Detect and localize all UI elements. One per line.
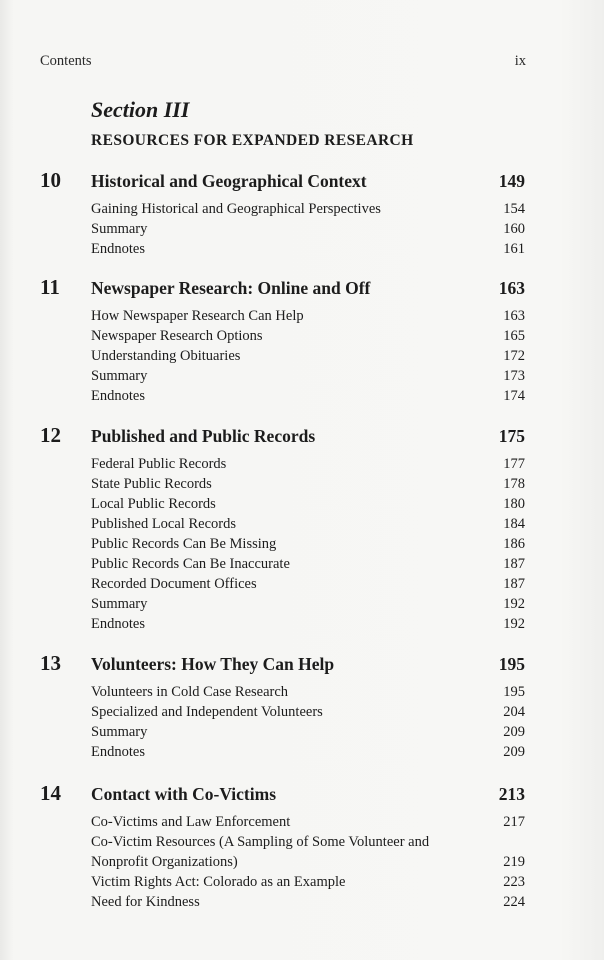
chapter-title: Newspaper Research: Online and Off	[91, 278, 371, 298]
entry-title: State Public Records	[91, 476, 212, 492]
entry-page: 195	[503, 684, 525, 700]
entry-page: 173	[503, 368, 525, 384]
chapter-number: 12	[40, 423, 61, 447]
chapter-page: 213	[498, 784, 525, 804]
toc-entry	[0, 474, 604, 494]
chapter-heading	[0, 275, 604, 301]
chapter-11	[0, 275, 604, 406]
entry-page: 160	[503, 221, 525, 237]
toc-entry	[0, 494, 604, 514]
entry-page: 184	[503, 516, 525, 532]
entry-page: 174	[503, 388, 525, 404]
chapter-heading	[0, 651, 604, 677]
entry-title: Co-Victims and Law Enforcement	[91, 814, 291, 830]
entry-title: Need for Kindness	[91, 894, 200, 910]
entry-page: 172	[503, 348, 525, 364]
entry-title: Endnotes	[91, 388, 145, 404]
section-subtitle: RESOURCES FOR EXPANDED RESEARCH	[91, 132, 414, 149]
chapter-title: Volunteers: How They Can Help	[91, 654, 335, 674]
chapter-number: 10	[40, 168, 61, 192]
entry-title: Endnotes	[91, 241, 145, 257]
entry-title: Summary	[91, 221, 148, 237]
entry-title: Summary	[91, 368, 148, 384]
entry-title: Gaining Historical and Geographical Perspectives	[91, 201, 381, 217]
toc-entry	[0, 614, 604, 634]
chapter-12	[0, 423, 604, 634]
entry-title: Recorded Document Offices	[91, 576, 257, 592]
toc-entry	[0, 892, 604, 912]
entry-page: 217	[503, 814, 525, 830]
chapter-14	[0, 781, 604, 912]
toc-entry	[0, 514, 604, 534]
entry-title: Understanding Obituaries	[91, 348, 241, 364]
entry-page: 161	[503, 241, 525, 257]
entry-page: 204	[503, 704, 525, 720]
entry-page: 187	[503, 556, 525, 572]
entry-title: Public Records Can Be Inaccurate	[91, 556, 290, 572]
toc-entry	[0, 812, 604, 832]
entry-page: 192	[503, 596, 525, 612]
entry-title: Federal Public Records	[91, 456, 227, 472]
entry-page: 178	[503, 476, 525, 492]
entry-title: Summary	[91, 596, 148, 612]
entry-page: 209	[503, 724, 525, 740]
entry-page: 165	[503, 328, 525, 344]
entry-title: Co-Victim Resources (A Sampling of Some Volunteer and Nonprofit Organizations)	[91, 834, 430, 870]
entry-page: 209	[503, 744, 525, 760]
toc-entry	[0, 346, 604, 366]
chapter-10	[0, 168, 604, 259]
chapter-number: 13	[40, 651, 61, 675]
entry-page: 186	[503, 536, 525, 552]
entry-page: 192	[503, 616, 525, 632]
chapter-page: 195	[498, 654, 525, 674]
chapter-heading	[0, 168, 604, 194]
chapter-title: Contact with Co-Victims	[91, 784, 277, 804]
chapter-page: 175	[498, 426, 525, 446]
section-heading	[91, 96, 414, 150]
chapter-heading	[0, 423, 604, 449]
entry-title: Local Public Records	[91, 496, 216, 512]
chapter-title: Published and Public Records	[91, 426, 316, 446]
chapter-13	[0, 651, 604, 762]
toc-entry	[0, 554, 604, 574]
entry-page: 180	[503, 496, 525, 512]
toc-entry	[0, 702, 604, 722]
entry-page: 187	[503, 576, 525, 592]
chapter-page: 149	[498, 171, 525, 191]
running-head-title: Contents	[40, 53, 92, 69]
section-title: Section III	[91, 97, 190, 122]
entry-page: 177	[503, 456, 525, 472]
page-number: ix	[514, 53, 526, 69]
toc-entry	[0, 199, 604, 219]
entry-title: How Newspaper Research Can Help	[91, 308, 304, 324]
toc-entry	[0, 219, 604, 239]
entry-page: 219	[503, 854, 525, 870]
toc-entry	[0, 366, 604, 386]
entry-title: Victim Rights Act: Colorado as an Example	[91, 874, 346, 890]
entry-page: 223	[503, 874, 525, 890]
toc-entry	[0, 386, 604, 406]
toc-entry	[0, 534, 604, 554]
entry-page: 154	[503, 201, 525, 217]
toc-entry	[0, 722, 604, 742]
chapter-number: 14	[40, 781, 61, 805]
toc-entry	[0, 454, 604, 474]
entry-title: Newspaper Research Options	[91, 328, 263, 344]
entry-title: Endnotes	[91, 744, 145, 760]
toc-entry	[0, 306, 604, 326]
entry-page: 163	[503, 308, 525, 324]
entry-title: Published Local Records	[91, 516, 236, 532]
toc-entry	[0, 594, 604, 614]
toc-entry	[0, 239, 604, 259]
entry-title: Public Records Can Be Missing	[91, 536, 277, 552]
chapter-heading	[0, 781, 604, 807]
toc-entry	[0, 682, 604, 702]
toc-entry	[0, 742, 604, 762]
chapter-page: 163	[498, 278, 525, 298]
toc-entry	[0, 872, 604, 892]
chapter-number: 11	[40, 275, 60, 299]
entry-page: 224	[503, 894, 525, 910]
running-head	[40, 53, 526, 70]
toc-entry	[0, 574, 604, 594]
entry-title: Endnotes	[91, 616, 145, 632]
toc-entry	[0, 326, 604, 346]
entry-title: Summary	[91, 724, 148, 740]
toc-entry	[0, 832, 604, 872]
chapter-title: Historical and Geographical Context	[91, 171, 367, 191]
entry-title: Volunteers in Cold Case Research	[91, 684, 289, 700]
entry-title: Specialized and Independent Volunteers	[91, 704, 323, 720]
